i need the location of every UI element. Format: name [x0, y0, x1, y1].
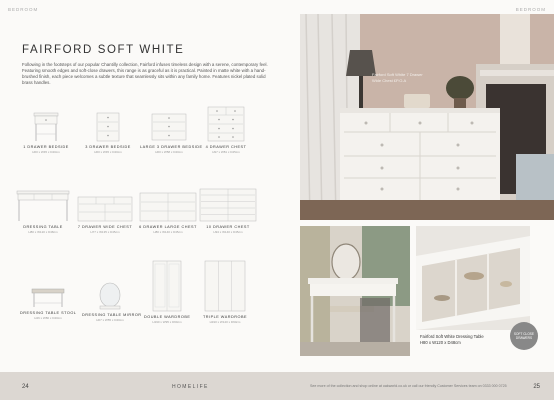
section-label-right: BEDROOM [515, 7, 546, 12]
product-dimensions: H190 x W140 x D60cm [209, 320, 241, 324]
section-label-left: BEDROOM [8, 7, 39, 12]
chest-illustration [207, 106, 245, 142]
chest-illustration [199, 188, 257, 222]
soft-close-badge: SOFT CLOSE DRAWERS [510, 322, 538, 350]
page-footer [0, 372, 554, 400]
dressing-table-caption-title: Fairford Soft White Dressing Table [420, 334, 484, 339]
mirror-illustration [98, 282, 122, 310]
product-dimensions: H94 x W140 x D45cm [213, 230, 243, 234]
product-triple-wardrobe[interactable] [200, 260, 250, 324]
drawer-detail-scene [416, 226, 530, 330]
footer-cta: See more of the collection and shop online at oakworld.co.uk or call our friendly Customer Services team on 0333 000 0725 [310, 384, 507, 388]
product-dressing-table-mirror[interactable] [82, 282, 142, 322]
wardrobe-illustration [152, 260, 182, 312]
dressing-table-photo [300, 226, 410, 356]
product-dressing-table[interactable] [14, 190, 72, 234]
dressing-table-illustration [16, 190, 70, 222]
intro-paragraph: Following in the footsteps of our popular Chantilly collection, Fairford infuses timeless design with a serene, contemporary feel. Featuring smooth edges and soft-close drawers, this range is as graceful as it is practical. Painted in matte white with a hand-brushed finish, each piece welcomes a subtle texture that seamlessly sits within any family home. Features nickel plated solid brass handles. [22, 62, 268, 85]
dressing-table-caption-dims: H80 x W120 x D48cm [420, 339, 461, 345]
product-dimensions: H67 x W55 x D40cm [96, 318, 124, 322]
product-double-wardrobe[interactable] [144, 260, 190, 324]
product-name: 10 DRAWER CHEST [206, 225, 250, 229]
product-3-drawer-bedside[interactable] [84, 112, 132, 154]
product-name: LARGE 3 DRAWER BEDSIDE [140, 145, 203, 149]
product-dimensions: H60 x W45 x D40cm [94, 150, 122, 154]
product-name: 6 DRAWER LARGE CHEST [139, 225, 197, 229]
product-name: DRESSING TABLE MIRROR [82, 313, 142, 317]
product-name: DOUBLE WARDROBE [144, 315, 191, 319]
product-dimensions: H80 x W140 x D45cm [153, 230, 183, 234]
product-dressing-table-stool[interactable] [20, 288, 76, 320]
product-name: DRESSING TABLE [23, 225, 63, 229]
product-dimensions: H80 x W120 x D48cm [28, 230, 58, 234]
product-6-drawer-large-chest[interactable] [138, 192, 198, 234]
bedside-illustration [33, 112, 59, 142]
product-name: DRESSING TABLE STOOL [20, 311, 77, 315]
product-dimensions: H190 x W95 x D60cm [152, 320, 182, 324]
drawer-detail-photo [416, 226, 530, 330]
product-name: 7 DRAWER WIDE CHEST [77, 225, 133, 229]
chest-illustration [139, 192, 197, 222]
dressing-table-caption [420, 334, 484, 345]
footer-brand: HOMELIFE [172, 384, 209, 390]
bedside-illustration [151, 112, 187, 142]
product-dimensions: H77 x W135 x D45cm [90, 230, 120, 234]
photo-caption [372, 72, 423, 83]
bedroom-scene [300, 14, 554, 220]
product-name: 4 DRAWER CHEST [205, 145, 247, 149]
product-10-drawer-chest[interactable] [198, 188, 258, 234]
product-large-3-drawer-bedside[interactable] [140, 112, 203, 154]
stool-illustration [31, 288, 65, 308]
product-4-drawer-chest[interactable] [200, 106, 252, 154]
page-number-right: 25 [533, 384, 540, 390]
dressing-table-scene [300, 226, 410, 356]
product-dimensions: H60 x W58 x D40cm [155, 150, 183, 154]
bedside-illustration [96, 112, 120, 142]
bedroom-lifestyle-photo [300, 14, 554, 220]
product-name: 3 DRAWER BEDSIDE [85, 145, 131, 149]
product-7-drawer-wide-chest[interactable] [76, 196, 134, 234]
product-1-drawer-bedside[interactable] [22, 112, 70, 154]
product-dimensions: H46 x W80 x D40cm [34, 316, 62, 320]
product-name: 1 DRAWER BEDSIDE [23, 145, 69, 149]
photo-caption-line2: Wide Chest £P.O.A [372, 77, 407, 83]
product-name: TRIPLE WARDROBE [202, 315, 248, 319]
page-title: FAIRFORD SOFT WHITE [22, 44, 185, 56]
page-number-left: 24 [22, 384, 29, 390]
product-dimensions: H97 x W81 x D45cm [212, 150, 240, 154]
photo-caption-line1: Fairford Soft White 7 Drawer [372, 72, 423, 77]
wardrobe-illustration [204, 260, 246, 312]
chest-illustration [77, 196, 133, 222]
product-dimensions: H60 x W45 x D40cm [32, 150, 60, 154]
